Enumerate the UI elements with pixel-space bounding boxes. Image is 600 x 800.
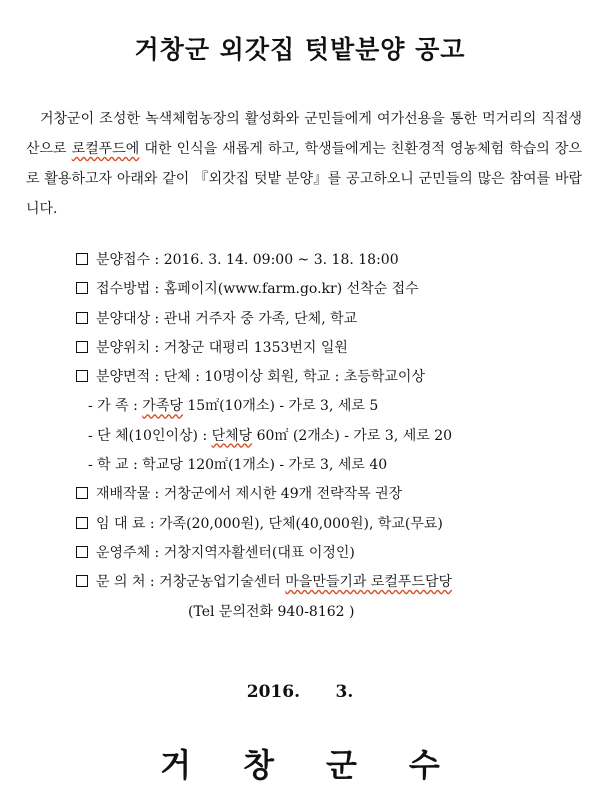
contact-department: 마을만들기과 로컬푸드담당	[285, 574, 453, 591]
checkbox-square-icon	[76, 546, 88, 558]
checkbox-square-icon	[76, 487, 88, 499]
item-text: 분양대상 : 관내 거주자 중 가족, 단체, 학교	[96, 310, 358, 327]
item-operator	[76, 539, 586, 568]
signature-issuer: 거창군수	[160, 746, 492, 784]
group-detail: 60㎡ (2개소) - 가로 3, 세로 20	[252, 427, 453, 444]
item-area	[76, 363, 586, 392]
intro-text-1: 거창군이 조성한 녹색체험농장의 활성화와 군민들에게 여가선용을 통한 먹거리의 직접생산으로	[26, 111, 582, 157]
school-detail: - 학 교 : 학교당 120㎡(1개소) - 가로 3, 세로 40	[88, 457, 388, 474]
item-text: 재배작물 : 거창군에서 제시한 49개 전략작목 권장	[96, 486, 403, 503]
item-area-school	[76, 451, 586, 480]
item-fee	[76, 510, 586, 539]
group-highlight: 단체당	[211, 427, 253, 444]
checkbox-square-icon	[76, 282, 88, 294]
intro-local-food-highlight: 로컬푸드에	[71, 141, 140, 157]
checkbox-square-icon	[76, 253, 88, 265]
item-text: 접수방법 : 홈페이지(www.farm.go.kr) 선착순 접수	[96, 281, 419, 298]
family-label: - 가 족 :	[88, 398, 143, 415]
item-contact-tel	[76, 598, 586, 627]
item-text: 분양면적 : 단체 : 10명이상 회원, 학교 : 초등학교이상	[96, 369, 425, 386]
contact-tel: (Tel 문의전화 940-8162 )	[188, 603, 355, 620]
item-text: 임 대 료 : 가족(20,000원), 단체(40,000원), 학교(무료)	[96, 515, 443, 532]
intro-paragraph	[26, 104, 582, 224]
notice-title: 거창군 외갓집 텃밭분양 공고	[134, 35, 466, 64]
family-detail: 15㎡(10개소) - 가로 3, 세로 5	[182, 398, 379, 415]
item-contact	[76, 568, 586, 597]
item-text: 분양접수 : 2016. 3. 14. 09:00 ~ 3. 18. 18:00	[96, 252, 399, 268]
item-application-period	[76, 246, 586, 275]
notice-item-list	[76, 246, 586, 627]
checkbox-square-icon	[76, 312, 88, 324]
intro-text-2: 대한 인식을 새롭게 하고, 학생들에게는 친환경적 영농체험 학습의 장으로 활용하고자 아래와 같이 『외갓집 텃밭 분양』를 공고하오니 군민들의 많은 참여를 바랍니다.	[26, 141, 582, 217]
checkbox-square-icon	[76, 370, 88, 382]
checkbox-square-icon	[76, 517, 88, 529]
group-label: - 단 체(10인이상) :	[88, 427, 212, 444]
item-text: 운영주체 : 거창지역자활센터(대표 이정인)	[96, 544, 355, 561]
item-target	[76, 305, 586, 334]
item-method	[76, 275, 586, 304]
contact-label: 문 의 처 : 거창군농업기술센터	[96, 574, 286, 591]
item-location	[76, 334, 586, 363]
checkbox-square-icon	[76, 341, 88, 353]
item-text: 분양위치 : 거창군 대평리 1353번지 일원	[96, 339, 348, 356]
item-area-family	[76, 392, 586, 421]
checkbox-square-icon	[76, 575, 88, 587]
date-text: 2016. 3.	[246, 682, 354, 702]
family-highlight: 가족당	[142, 398, 183, 415]
notice-date	[0, 682, 600, 702]
item-crops	[76, 480, 586, 509]
item-area-group	[76, 422, 586, 451]
